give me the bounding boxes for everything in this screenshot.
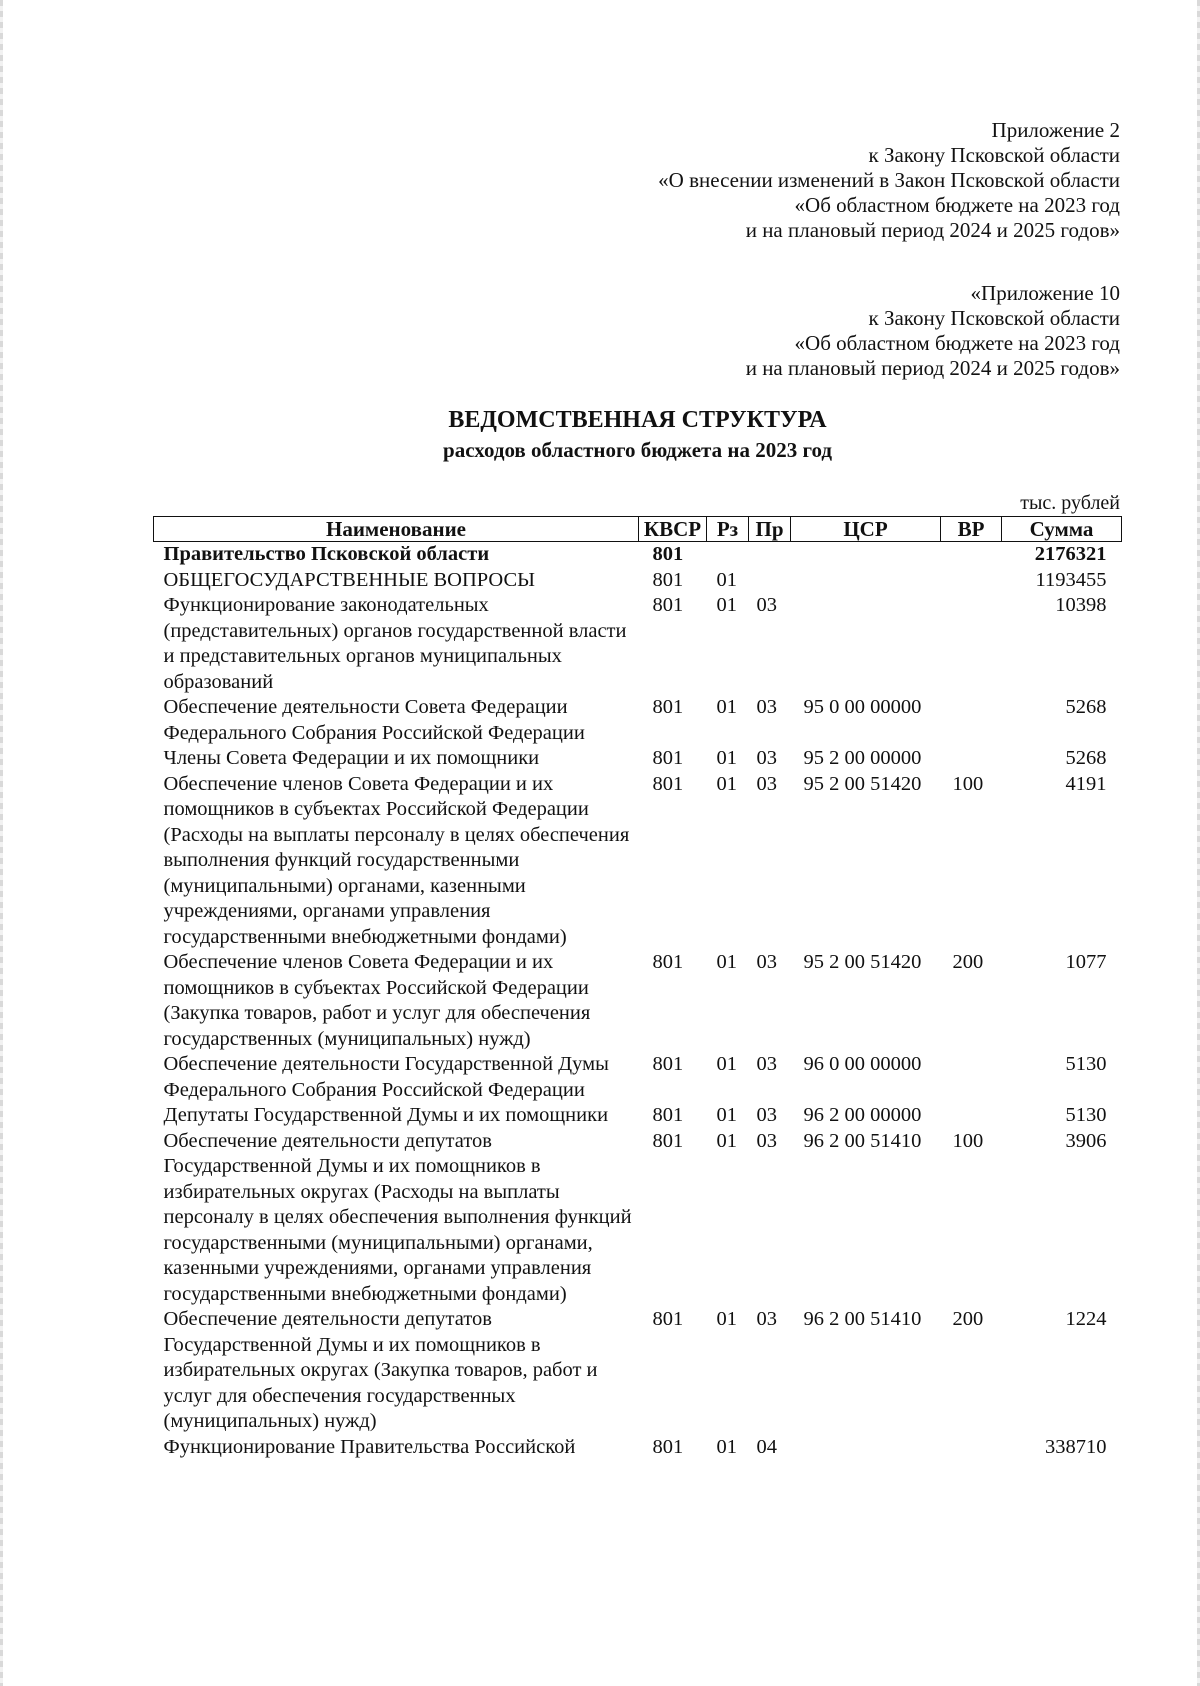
cell-pr: 04	[756, 1435, 777, 1458]
budget-table	[153, 516, 1122, 1460]
cell-csr: 95 2 00 51420	[803, 772, 922, 795]
cell-name: Правительство Псковской области	[163, 543, 490, 565]
cell-csr	[791, 593, 941, 695]
cell-kvsr: 801	[652, 1129, 684, 1152]
cell-csr	[791, 568, 941, 594]
cell-sum: 2176321	[1034, 543, 1107, 565]
header-kvsr: КВСР	[639, 517, 707, 542]
cell-vr	[941, 746, 1002, 772]
cell-kvsr: 801	[652, 568, 684, 591]
cell-rz: 01	[716, 1104, 737, 1126]
cell-csr: 96 2 00 00000	[803, 1104, 922, 1126]
cell-rz: 01	[716, 696, 737, 718]
preamble-line: к Закону Псковской области	[868, 306, 1120, 330]
cell-csr	[791, 542, 941, 568]
cell-sum: 1077	[1065, 951, 1107, 973]
cell-pr: 03	[756, 747, 777, 769]
cell-name: Обеспечение деятельности Совета Федерации Федерального Собрания Российской Федерации	[163, 696, 585, 744]
cell-pr: 03	[756, 772, 777, 795]
cell-name: Обеспечение деятельности Государственной Думы Федерального Собрания Российской Федерации	[163, 1053, 609, 1101]
table-row	[154, 593, 1122, 695]
cell-kvsr: 801	[652, 747, 684, 769]
cell-csr: 95 2 00 51420	[803, 951, 922, 973]
cell-rz: 01	[716, 1129, 737, 1152]
preamble-line: и на плановый период 2024 и 2025 годов»	[745, 356, 1120, 380]
cell-csr: 96 0 00 00000	[803, 1053, 922, 1075]
title-sub: расходов областного бюджета на 2023 год	[443, 438, 832, 462]
table-header-row	[154, 517, 1122, 542]
cell-name: Депутаты Государственной Думы и их помощники	[163, 1104, 609, 1126]
preamble-line: к Закону Псковской области	[868, 143, 1120, 167]
preamble-line: «Приложение 10	[970, 281, 1120, 305]
table-row	[154, 542, 1122, 568]
cell-vr: 200	[952, 951, 984, 973]
cell-csr: 96 2 00 51410	[803, 1308, 922, 1330]
preamble-line: и на плановый период 2024 и 2025 годов»	[745, 218, 1120, 242]
cell-vr	[941, 1052, 1002, 1103]
cell-name: Обеспечение деятельности депутатов Государственной Думы и их помощников в избирательных округах (Расходы на выплаты персоналу в целях обеспечения выполнения функций государственными (муниципальными) органами, казенными учреждениями, органами управления государственными внебюджетными фондами)	[163, 1129, 632, 1305]
cell-kvsr: 801	[652, 1104, 684, 1126]
cell-sum: 3906	[1065, 1129, 1107, 1152]
table-row	[154, 568, 1122, 594]
cell-sum: 5268	[1065, 747, 1107, 769]
header-csr: ЦСР	[791, 517, 941, 542]
header-vr: ВР	[941, 517, 1002, 542]
cell-name: Обеспечение членов Совета Федерации и их помощников в субъектах Российской Федерации (Расходы на выплаты персоналу в целях обеспечения выполнения функций государственными (муниципальными) органами, казенными учреждениями, органами управления государственными внебюджетными фондами)	[163, 772, 630, 948]
table-row	[154, 1435, 1122, 1461]
header-sum: Сумма	[1002, 517, 1122, 542]
header-name: Наименование	[154, 517, 639, 542]
cell-vr: 100	[952, 772, 984, 795]
cell-csr: 95 2 00 00000	[803, 747, 922, 769]
cell-pr	[749, 568, 791, 594]
cell-rz: 01	[716, 1053, 737, 1075]
table-row	[154, 1103, 1122, 1129]
cell-csr: 96 2 00 51410	[803, 1129, 922, 1152]
cell-pr: 03	[756, 594, 777, 616]
cell-sum: 4191	[1065, 772, 1107, 795]
table-row	[154, 1307, 1122, 1435]
title-main: ВЕДОМСТВЕННАЯ СТРУКТУРА	[448, 407, 827, 433]
cell-kvsr: 801	[652, 1308, 684, 1330]
cell-kvsr: 801	[652, 696, 684, 718]
cell-vr	[941, 1435, 1002, 1461]
cell-kvsr: 801	[652, 951, 684, 973]
cell-sum: 5130	[1065, 1104, 1107, 1126]
cell-rz: 01	[716, 747, 737, 769]
cell-rz	[707, 542, 749, 568]
cell-rz: 01	[716, 951, 737, 973]
cell-kvsr: 801	[652, 1435, 684, 1458]
cell-name: Функционирование законодательных (представительных) органов государственной власти и представительных органов муниципальных образований	[163, 594, 627, 693]
header-pr: Пр	[749, 517, 791, 542]
preamble-line: «Об областном бюджете на 2023 год	[794, 331, 1120, 355]
units-label: тыс. рублей	[1020, 492, 1120, 514]
cell-pr	[749, 542, 791, 568]
annex-2-reference	[658, 118, 1120, 243]
cell-pr: 03	[756, 1053, 777, 1075]
cell-sum: 1224	[1065, 1308, 1107, 1330]
cell-vr	[941, 542, 1002, 568]
cell-vr	[941, 568, 1002, 594]
table-row	[154, 1129, 1122, 1308]
annex-10-reference	[746, 281, 1120, 381]
cell-csr	[791, 1435, 941, 1461]
cell-sum: 338710	[1045, 1435, 1107, 1458]
table-row	[154, 772, 1122, 951]
cell-name: Функционирование Правительства Российской	[163, 1435, 576, 1458]
table-row	[154, 695, 1122, 746]
cell-kvsr: 801	[652, 1053, 684, 1075]
cell-vr: 100	[952, 1129, 984, 1152]
cell-kvsr: 801	[652, 543, 684, 565]
document-title	[0, 405, 1200, 465]
table-row	[154, 1052, 1122, 1103]
cell-sum: 1193455	[1035, 568, 1107, 591]
cell-vr	[941, 695, 1002, 746]
cell-name: Члены Совета Федерации и их помощники	[163, 747, 540, 769]
cell-name: ОБЩЕГОСУДАРСТВЕННЫЕ ВОПРОСЫ	[163, 568, 536, 591]
cell-vr	[941, 1103, 1002, 1129]
cell-rz: 01	[716, 594, 737, 616]
preamble-line: Приложение 2	[991, 118, 1120, 142]
scan-edge-left	[0, 0, 3, 1686]
cell-csr: 95 0 00 00000	[803, 696, 922, 718]
header-rz: Рз	[707, 517, 749, 542]
cell-pr: 03	[756, 1308, 777, 1330]
cell-rz: 01	[716, 1308, 737, 1330]
cell-pr: 03	[756, 696, 777, 718]
cell-pr: 03	[756, 1104, 777, 1126]
cell-pr: 03	[756, 951, 777, 973]
cell-rz: 01	[716, 1435, 737, 1458]
cell-pr: 03	[756, 1129, 777, 1152]
cell-rz: 01	[716, 772, 737, 795]
preamble-line: «О внесении изменений в Закон Псковской области	[658, 168, 1120, 192]
cell-sum: 10398	[1055, 594, 1107, 616]
cell-vr	[941, 593, 1002, 695]
cell-name: Обеспечение деятельности депутатов Государственной Думы и их помощников в избирательных округах (Закупка товаров, работ и услуг для обеспечения государственных (муниципальных) нужд)	[163, 1308, 598, 1432]
cell-sum: 5268	[1065, 696, 1107, 718]
cell-sum: 5130	[1065, 1053, 1107, 1075]
cell-kvsr: 801	[652, 594, 684, 616]
cell-kvsr: 801	[652, 772, 684, 795]
table-row	[154, 950, 1122, 1052]
cell-rz: 01	[716, 568, 737, 591]
cell-vr: 200	[952, 1308, 984, 1330]
table-row	[154, 746, 1122, 772]
preamble-line: «Об областном бюджете на 2023 год	[794, 193, 1120, 217]
cell-name: Обеспечение членов Совета Федерации и их помощников в субъектах Российской Федерации (Закупка товаров, работ и услуг для обеспечения государственных (муниципальных) нужд)	[163, 951, 591, 1050]
